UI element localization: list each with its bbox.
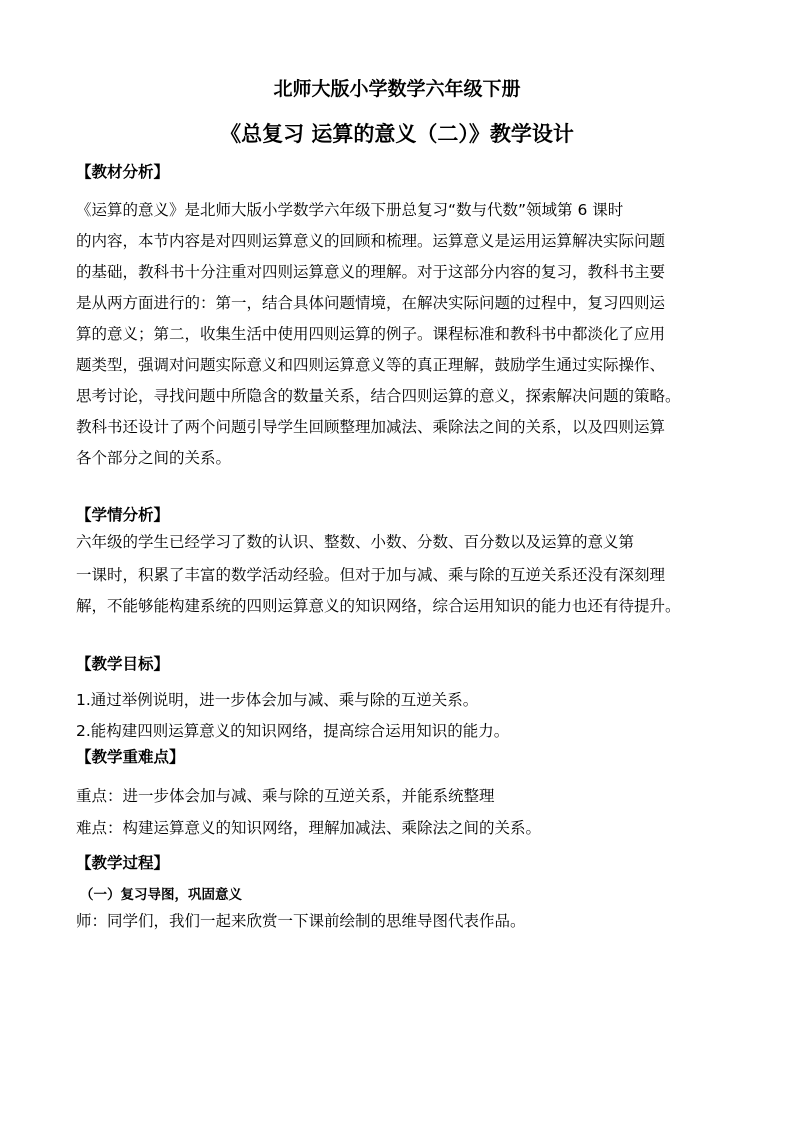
paragraph-line: 一课时，积累了丰富的数学活动经验。但对于加与减、乘与除的互逆关系还没有深刻理 xyxy=(76,566,666,584)
paragraph-line: 师：同学们，我们一起来欣赏一下课前绘制的思维导图代表作品。 xyxy=(76,912,526,930)
paragraph-line: 六年级的学生已经学习了数的认识、整数、小数、分数、百分数以及运算的意义第 xyxy=(76,533,635,551)
heading-student-analysis: 【学情分析】 xyxy=(76,506,170,524)
paragraph-line: 算的意义；第二，收集生活中使用四则运算的例子。课程标准和教科书中都淡化了应用 xyxy=(76,325,666,343)
paragraph-line: 《运算的意义》是北师大版小学数学六年级下册总复习“数与代数”领域第 6 课时 xyxy=(76,201,624,219)
paragraph-line: 的内容，本节内容是对四则运算意义的回顾和梳理。运算意义是运用运算解决实际问题 xyxy=(76,232,666,250)
paragraph-line: 题类型，强调对问题实际意义和四则运算意义等的真正理解，鼓励学生通过实际操作、 xyxy=(76,356,666,374)
document-title: 北师大版小学数学六年级下册 xyxy=(273,78,521,100)
heading-teaching-process: 【教学过程】 xyxy=(76,854,170,872)
process-step-heading: （一）复习导图，巩固意义 xyxy=(80,887,242,903)
paragraph-line: 思考讨论，寻找问题中所隐含的数量关系，结合四则运算的意义，探索解决问题的策略。 xyxy=(76,387,681,405)
heading-textbook-analysis: 【教材分析】 xyxy=(76,163,170,181)
paragraph-line: 是从两方面进行的：第一，结合具体问题情境，在解决实际问题的过程中，复习四则运 xyxy=(76,294,666,312)
difficult-point: 难点：构建运算意义的知识网络，理解加减法、乘除法之间的关系。 xyxy=(76,819,542,837)
key-point: 重点：进一步体会加与减、乘与除的互逆关系，并能系统整理 xyxy=(76,787,495,805)
paragraph-line: 教科书还设计了两个问题引导学生回顾整理加减法、乘除法之间的关系，以及四则运算 xyxy=(76,418,666,436)
paragraph-line: 各个部分之间的关系。 xyxy=(76,449,232,467)
document-subtitle: 《总复习 运算的意义（二）》教学设计 xyxy=(220,122,574,146)
heading-teaching-objectives: 【教学目标】 xyxy=(76,655,170,673)
heading-key-difficult-points: 【教学重难点】 xyxy=(76,748,185,766)
paragraph-line: 解，不能够能构建系统的四则运算意义的知识网络，综合运用知识的能力也还有待提升。 xyxy=(76,597,681,615)
paragraph-line: 的基础，教科书十分注重对四则运算意义的理解。对于这部分内容的复习，教科书主要 xyxy=(76,263,666,281)
objective-item: 2.能构建四则运算意义的知识网络，提高综合运用知识的能力。 xyxy=(76,722,510,740)
objective-item: 1.通过举例说明，进一步体会加与减、乘与除的互逆关系。 xyxy=(76,691,479,709)
